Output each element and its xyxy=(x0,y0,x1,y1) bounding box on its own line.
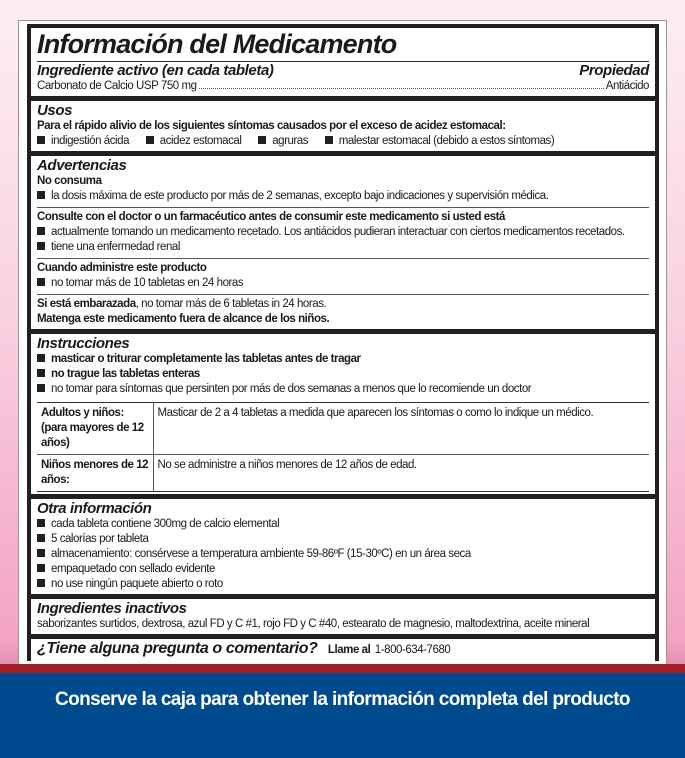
bullet-icon xyxy=(37,519,45,527)
bullet-icon xyxy=(37,579,45,587)
list-item: almacenamiento: consérvese a temperatura ambiente 59-86ºF (15-30ºC) en un área seca xyxy=(37,547,649,562)
drug-facts-frame xyxy=(27,24,659,661)
warnings-section xyxy=(31,156,655,329)
bullet-icon xyxy=(37,384,45,392)
purpose-header: Propiedad xyxy=(579,62,649,79)
bullet-icon xyxy=(258,136,266,144)
divider xyxy=(37,294,649,295)
list-item: acidez estomacal xyxy=(146,135,242,147)
bullet-icon xyxy=(37,242,45,250)
bullet-icon xyxy=(37,354,45,362)
list-item: 5 calorías por tableta xyxy=(37,532,649,547)
bullet-icon xyxy=(37,191,45,199)
bullet-icon xyxy=(37,549,45,557)
pregnancy-warning: Si está embarazada, no tomar más de 6 tabletas in 24 horas. xyxy=(37,298,327,310)
list-item: actualmente tomando un medicamento recetado. Los antiácidos pudieran interactuar con ciertos medicamentos recetados. xyxy=(37,225,649,240)
list-item: agruras xyxy=(258,135,308,147)
list-item: tiene una enfermedad renal xyxy=(37,240,649,255)
page-title: Información del Medicamento xyxy=(37,29,649,62)
dosage-table xyxy=(37,402,649,492)
purpose: Antiácido xyxy=(605,80,649,92)
bullet-icon xyxy=(37,136,45,144)
drug-facts-card xyxy=(18,20,667,669)
footer-band xyxy=(0,673,685,758)
questions-header: ¿Tiene alguna pregunta o comentario? xyxy=(37,640,318,657)
list-item: malestar estomacal (debido a estos síntomas) xyxy=(325,135,554,147)
call-label: Llame al xyxy=(327,644,371,656)
when-using-label: Cuando administre este producto xyxy=(37,262,207,274)
bullet-icon xyxy=(37,278,45,286)
leader-dots xyxy=(199,88,604,89)
bullet-icon xyxy=(325,136,333,144)
list-item: no trague las tabletas enteras xyxy=(37,367,649,382)
inactive-text: saborizantes surtidos, dextrosa, azul FD y C #1, rojo FD y C #40, estearato de magnesio, maltodextrina, aceite mineral xyxy=(37,618,590,630)
active-header: Ingrediente activo (en cada tableta) xyxy=(37,62,274,79)
uses-header: Usos xyxy=(37,102,73,119)
footer-text: Conserve la caja para obtener la información completa del producto xyxy=(55,689,630,710)
bullet-icon xyxy=(37,564,45,572)
inactive-header: Ingredientes inactivos xyxy=(37,600,187,617)
list-item: cada tableta contiene 300mg de calcio elemental xyxy=(37,517,649,532)
active-ingredient-section xyxy=(31,28,655,96)
bullet-icon xyxy=(37,227,45,235)
do-not-use-label: No consuma xyxy=(37,175,102,187)
questions-section xyxy=(31,639,655,661)
warnings-header: Advertencias xyxy=(37,157,127,174)
bullet-icon xyxy=(146,136,154,144)
uses-section xyxy=(31,101,655,151)
ask-doctor-label: Consulte con el doctor o un farmacéutico antes de consumir este medicamento si usted está xyxy=(37,211,505,223)
children-warning: Matenga este medicamento fuera de alcance de los niños. xyxy=(37,313,330,325)
active-ingredient: Carbonato de Calcio USP 750 mg xyxy=(37,80,197,92)
table-row: Niños menores de 12 años: No se administre a niños menores de 12 años de edad. xyxy=(37,455,649,492)
table-row: Adultos y niños: (para mayores de 12 años) Masticar de 2 a 4 tabletas a medida que aparecen los síntomas o como lo indique un médico. xyxy=(37,403,649,455)
list-item: no tomar para síntomas que persinten por más de dos semanas a menos que lo recomiende un doctor xyxy=(37,382,649,397)
list-item: no use ningún paquete abierto o roto xyxy=(37,577,649,592)
phone-number: 1-800-634-7680 xyxy=(374,644,451,656)
list-item: no tomar más de 10 tabletas en 24 horas xyxy=(37,276,649,291)
bullet-icon xyxy=(37,534,45,542)
other-info-section xyxy=(31,499,655,594)
uses-intro: Para el rápido alivio de los siguientes síntomas causados por el exceso de acidez estomacal: xyxy=(37,120,506,132)
directions-header: Instrucciones xyxy=(37,335,130,352)
list-item: la dosis máxima de este producto por más de 2 semanas, excepto bajo indicaciones y supervisión médica. xyxy=(37,189,649,204)
list-item: indigestión ácida xyxy=(37,135,129,147)
other-info-header: Otra información xyxy=(37,500,152,517)
directions-section xyxy=(31,334,655,494)
list-item: empaquetado con sellado evidente xyxy=(37,562,649,577)
list-item: masticar o triturar completamente las tabletas antes de tragar xyxy=(37,352,649,367)
bullet-icon xyxy=(37,369,45,377)
inactive-ingredients-section xyxy=(31,599,655,634)
divider xyxy=(37,258,649,259)
divider xyxy=(37,207,649,208)
